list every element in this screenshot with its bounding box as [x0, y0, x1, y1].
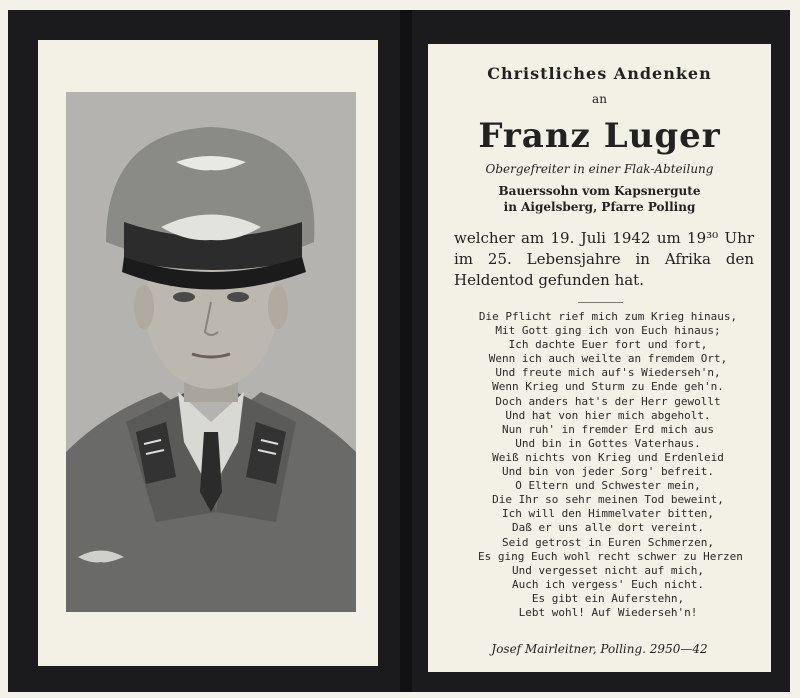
poem-line: Die Pflicht rief mich zum Krieg hinaus, — [478, 310, 738, 323]
poem-line: Ich will den Himmelvater bitten, — [502, 507, 714, 521]
poem-line: Und hat von hier mich abgeholt. — [505, 408, 711, 422]
poem-line: Weiß nichts von Krieg und Erdenleid — [492, 450, 724, 464]
card-heading: Christliches Andenken — [487, 64, 712, 83]
poem-line: Ich dachte Euer fort und fort, — [508, 338, 708, 352]
center-fold-border — [400, 10, 412, 692]
poem-line: Und vergesset nicht auf mich, — [511, 563, 705, 577]
poem-line: Mit Gott ging ich von Euch hinaus; — [495, 324, 721, 338]
poem-line: Auch ich vergess' Euch nicht. — [511, 577, 705, 591]
origin-line-1: Bauerssohn vom Kapsnergute — [498, 184, 701, 198]
soldier-portrait-photo — [66, 92, 356, 612]
death-statement: welcher am 19. Juli 1942 um 19³⁰ Uhr im 25. Lebensjahre in Afrika den Heldentod gefunden hat. — [454, 229, 754, 289]
poem-line: Es ging Euch wohl recht schwer zu Herzen — [478, 549, 743, 563]
poem-line: Lebt wohl! Auf Wiederseh'n! — [518, 605, 698, 619]
poem-line: Und freute mich auf's Wiederseh'n, — [495, 366, 721, 380]
poem-line: Die Ihr so sehr meinen Tod beweint, — [492, 493, 724, 507]
poem-line: Wenn Krieg und Sturm zu Ende geh'n. — [492, 380, 724, 394]
deceased-name: Franz Luger — [478, 116, 721, 156]
text-panel — [428, 44, 771, 672]
poem-line: Und bin in Gottes Vaterhaus. — [515, 436, 701, 450]
dedication-word: an — [592, 92, 607, 106]
poem-line: Seid getrost in Euren Schmerzen, — [502, 535, 714, 549]
poem-line: O Eltern und Schwester mein, — [515, 479, 701, 493]
printer-imprint: Josef Mairleitner, Polling. 2950—42 — [491, 642, 708, 656]
military-rank: Obergefreiter in einer Flak-Abteilung — [485, 162, 714, 176]
memorial-poem — [478, 310, 743, 620]
memorial-card — [8, 10, 790, 692]
separator-line — [578, 302, 623, 303]
poem-line: Doch anders hat's der Herr gewollt — [495, 394, 721, 408]
poem-line: Nun ruh' in fremder Erd mich aus — [502, 422, 714, 436]
poem-line: Und bin von jeder Sorg' befreit. — [502, 465, 714, 479]
origin-line-2: in Aigelsberg, Pfarre Polling — [503, 200, 696, 214]
poem-line: Daß er uns alle dort vereint. — [511, 521, 705, 535]
poem-line: Es gibt ein Auferstehn, — [531, 591, 685, 605]
photo-panel — [38, 40, 378, 666]
poem-line: Wenn ich auch weilte an fremdem Ort, — [488, 352, 728, 366]
